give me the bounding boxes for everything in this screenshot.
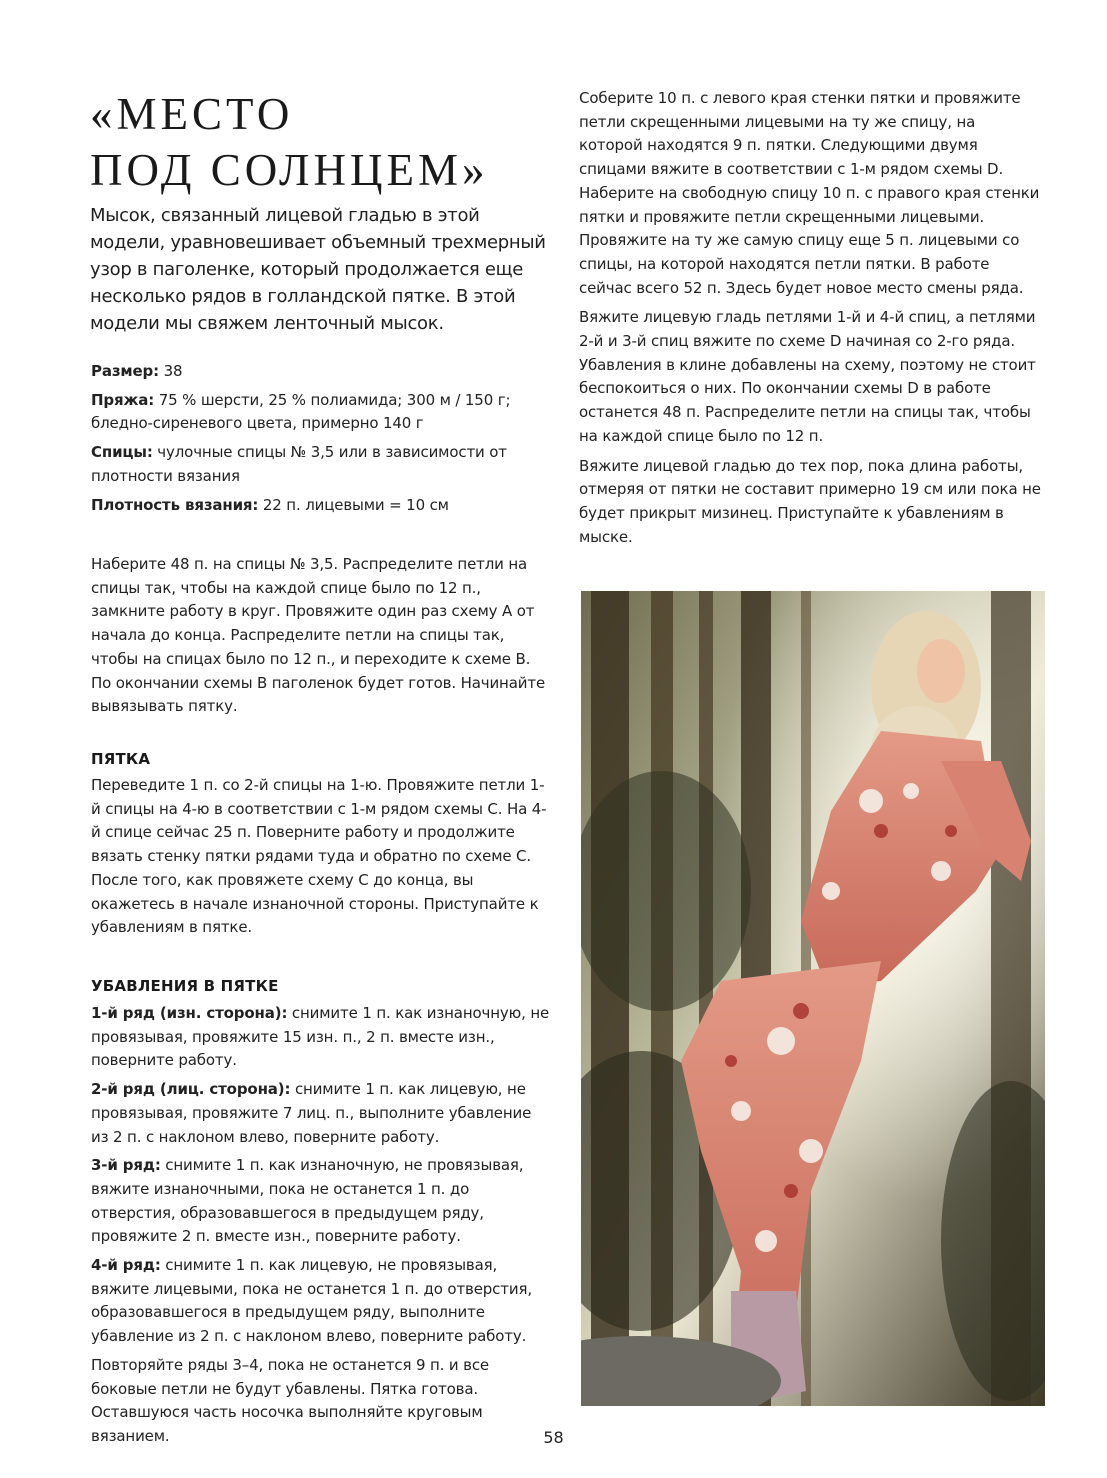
- spec-size-label: Размер:: [91, 362, 159, 380]
- spec-gauge: [91, 494, 551, 518]
- start-section: [91, 553, 551, 719]
- decrease-row-4: [91, 1254, 551, 1349]
- spec-needles: [91, 441, 551, 488]
- right-column: [579, 87, 1041, 549]
- spec-yarn-label: Пряжа:: [91, 390, 155, 409]
- start-paragraph: Наберите 48 п. на спицы № 3,5. Распределите петли на спицы так, чтобы на каждой спице было по 12 п., замкните работу в круг. Провяжите один раз схему А от начала до конца. Распределите петли на спицы так, чтобы на спицах было по 12 п., и переходите к схеме В. По окончании схемы В паголенок будет готов. Начинайте вывязывать пятку.: [91, 555, 546, 716]
- spec-needles-value: чулочные спицы № 3,5 или в зависимости от плотности вязания: [91, 443, 507, 485]
- heel-section: [91, 750, 551, 940]
- decrease-row-4-text: снимите 1 п. как лицевую, не провязывая, вяжите лицевыми, пока не останется 1 п. до отверстия, образовавшегося в предыдущем ряду, выполните убавление из 2 п. с наклоном влево, поверните работу.: [91, 1256, 532, 1346]
- decrease-row-1: [91, 1002, 551, 1073]
- photo-illustration: [581, 591, 1045, 1406]
- title-line-2: ПОД СОЛНЦЕМ»: [90, 145, 489, 195]
- decreases-heading: УБАВЛЕНИЯ В ПЯТКЕ: [91, 977, 279, 995]
- decrease-row-2-text: снимите 1 п. как лицевую, не провязывая, провяжите 7 лиц. п., выполните убавление из 2 п. с наклоном влево, поверните работу.: [91, 1080, 532, 1146]
- decrease-row-2-label: 2-й ряд (лиц. сторона):: [91, 1080, 291, 1099]
- spec-gauge-label: Плотность вязания:: [91, 495, 259, 514]
- right-paragraph-2: Вяжите лицевую гладь петлями 1-й и 4-й спиц, а петлями 2-й и 3-й спиц вяжите по схеме D начиная со 2-го ряда. Убавления в клине добавлены на схему, поэтому не стоит беспокоиться о них. По окончании схемы D в работе останется 48 п. Распределите петли на спицы так, чтобы на каждой спице было по 12 п.: [579, 308, 1036, 445]
- spec-size: [91, 360, 551, 384]
- decrease-row-3-label: 3-й ряд:: [91, 1156, 161, 1175]
- spec-yarn-value: 75 % шерсти, 25 % полиамида; 300 м / 150 г; бледно-сиреневого цвета, примерно 140 г: [91, 390, 511, 433]
- right-paragraph-1: Соберите 10 п. с левого края стенки пятки и провяжите петли скрещенными лицевыми на ту же спицу, на которой находятся 9 п. пятки. Следующими двумя спицами вяжите в соответствии с 1-м рядом схемы D. Наберите на свободную спицу 10 п. с правого края стенки пятки и провяжите петли скрещенными лицевыми. Провяжите на ту же самую спицу еще 5 п. лицевыми со спицы, на которой находятся петли пятки. В работе сейчас всего 52 п. Здесь будет новое место смены ряда.: [579, 89, 1040, 297]
- spec-size-value: 38: [158, 362, 183, 380]
- specs-block: [91, 360, 551, 522]
- right-paragraph-3: Вяжите лицевой гладью до тех пор, пока длина работы, отмеряя от пятки не составит примерно 19 см или пока не будет прикрыт мизинец. Приступайте к убавлениям в мыске.: [579, 456, 1041, 546]
- title-line-1: «МЕСТО: [90, 89, 294, 139]
- decrease-row-3-text: снимите 1 п. как изнаночную, не провязывая, вяжите изнаночными, пока не останется 1 п. до отверстия, образовавшегося в предыдущем ряду, провяжите 2 п. вместе изн., поверните работу.: [91, 1156, 524, 1246]
- page-number: 58: [543, 1428, 564, 1447]
- heel-heading: ПЯТКА: [91, 750, 151, 768]
- decreases-closing: Повторяйте ряды 3–4, пока не останется 9 п. и все боковые петли не будут убавлены. Пятка готова. Оставшуюся часть носочка выполняйте круговым вязанием.: [91, 1355, 490, 1445]
- intro-paragraph: Мысок, связанный лицевой гладью в этой модели, уравновешивает объемный трехмерный узор в паголенке, который продолжается еще несколько рядов в голландской пятке. В этой модели мы свяжем ленточный мысок.: [90, 205, 546, 334]
- decrease-row-2: [91, 1078, 551, 1149]
- model-photo: [581, 591, 1045, 1406]
- decrease-row-1-label: 1-й ряд (изн. сторона):: [91, 1004, 288, 1022]
- page-title: [90, 86, 550, 198]
- spec-yarn: [91, 389, 551, 436]
- spec-gauge-value: 22 п. лицевыми = 10 см: [258, 495, 449, 514]
- decrease-row-4-label: 4-й ряд:: [91, 1256, 161, 1275]
- heel-paragraph: Переведите 1 п. со 2-й спицы на 1-ю. Провяжите петли 1-й спицы на 4-ю в соответствии с 1-м рядом схемы С. На 4-й спице сейчас 25 п. Поверните работу и продолжите вязать стенку пятки рядами туда и обратно по схеме С. После того, как провяжете схему С до конца, вы окажетесь в начале изнаночной стороны. Приступайте к убавлениям в пятке.: [91, 776, 547, 937]
- decrease-row-1-text: снимите 1 п. как изнаночную, не провязывая, провяжите 15 изн. п., 2 п. вместе изн., поверните работу.: [91, 1004, 550, 1070]
- spec-needles-label: Спицы:: [91, 443, 153, 462]
- decrease-row-3: [91, 1154, 551, 1249]
- decreases-section: [91, 977, 551, 1449]
